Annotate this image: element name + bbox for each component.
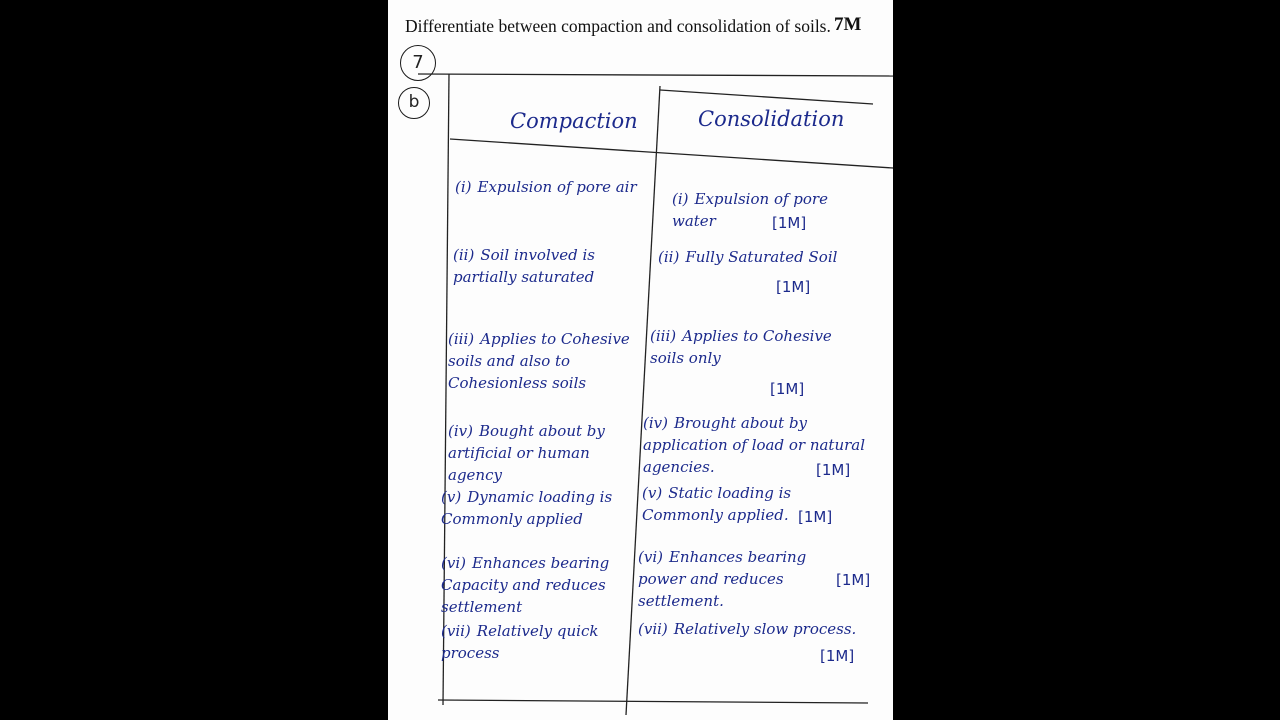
compaction-point-6: (vi) Enhances bearing Capacity and reduces settlement xyxy=(441,554,610,616)
compaction-point-5: (v) Dynamic loading is Commonly applied xyxy=(441,488,613,528)
header-compaction: Compaction xyxy=(510,109,638,133)
consolidation-point-2: (ii) Fully Saturated Soil xyxy=(658,248,838,266)
question-text: Differentiate between compaction and consolidation of soils. xyxy=(405,16,831,36)
compaction-point-7: (vii) Relatively quick process xyxy=(441,622,599,662)
consolidation-point-3: (iii) Applies to Cohesive soils only xyxy=(650,327,832,367)
compaction-point-2: (ii) Soil involved is partially saturated xyxy=(453,246,595,286)
answer-sheet xyxy=(388,0,893,720)
sub-part-circle: b xyxy=(398,87,430,119)
consolidation-point-4: (iv) Brought about by application of load or natural agencies. xyxy=(643,414,866,476)
consolidation-point-6: (vi) Enhances bearing power and reduces settlement. xyxy=(638,548,807,610)
mark-5: [1M] xyxy=(798,508,833,526)
consolidation-point-7: (vii) Relatively slow process. xyxy=(638,620,857,638)
question-marks: 7M xyxy=(834,14,862,35)
consolidation-point-1: (i) Expulsion of pore water xyxy=(672,190,828,230)
mark-1: [1M] xyxy=(772,214,807,232)
mark-2: [1M] xyxy=(776,278,811,296)
mark-4: [1M] xyxy=(816,461,851,479)
mark-3: [1M] xyxy=(770,380,805,398)
compaction-point-3: (iii) Applies to Cohesive soils and also to Cohesionless soils xyxy=(448,330,630,392)
compaction-point-1: (i) Expulsion of pore air xyxy=(455,178,637,196)
mark-7: [1M] xyxy=(820,647,855,665)
compaction-point-4: (iv) Bought about by artificial or human agency xyxy=(448,422,605,484)
consolidation-point-5: (v) Static loading is Commonly applied. xyxy=(642,484,792,524)
mark-6: [1M] xyxy=(836,571,871,589)
header-consolidation: Consolidation xyxy=(698,107,845,131)
question-number-circle: 7 xyxy=(400,45,436,81)
